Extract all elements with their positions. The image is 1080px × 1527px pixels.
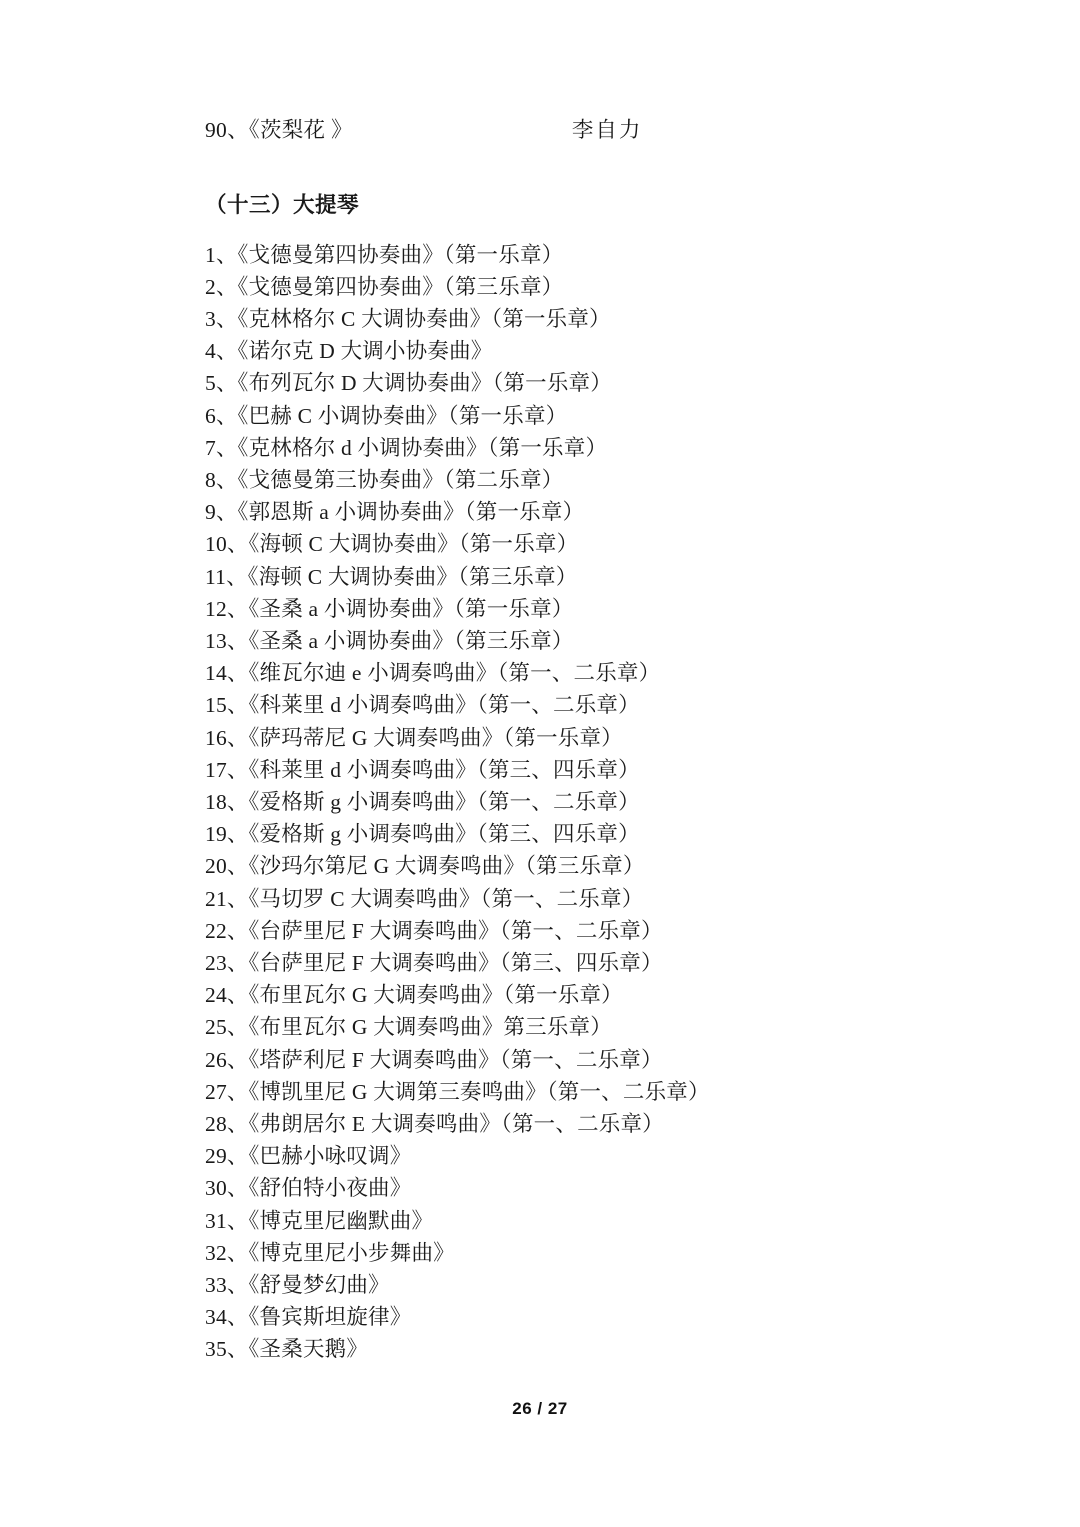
- list-item: 20、《沙玛尔第尼 G 大调奏鸣曲》（第三乐章）: [205, 854, 645, 879]
- list-item: 17、《科莱里 d 小调奏鸣曲》（第三、四乐章）: [205, 757, 640, 782]
- list-item: 13、《圣桑 a 小调协奏曲》（第三乐章）: [205, 628, 574, 653]
- top-entry-row: [205, 120, 950, 142]
- list-item: 26、《塔萨利尼 F 大调奏鸣曲》（第一、二乐章）: [205, 1047, 663, 1072]
- list-item: 3、《克林格尔 C 大调协奏曲》（第一乐章）: [205, 306, 611, 331]
- list-item: 31、《博克里尼幽默曲》: [205, 1208, 434, 1233]
- list-item: 12、《圣桑 a 小调协奏曲》（第一乐章）: [205, 596, 574, 621]
- page-footer: 26 / 27: [512, 1399, 568, 1418]
- list-item: 24、《布里瓦尔 G 大调奏鸣曲》（第一乐章）: [205, 983, 623, 1008]
- list-item: 10、《海顿 C 大调协奏曲》（第一乐章）: [205, 532, 579, 557]
- list-item: 8、《戈德曼第三协奏曲》（第二乐章）: [205, 467, 564, 492]
- list-item: 16、《萨玛蒂尼 G 大调奏鸣曲》（第一乐章）: [205, 725, 623, 750]
- list-item: 4、《诺尔克 D 大调小协奏曲》: [205, 339, 493, 364]
- list-item: 28、《弗朗居尔 E 大调奏鸣曲》（第一、二乐章）: [205, 1111, 664, 1136]
- list-item: 29、《巴赫小咏叹调》: [205, 1144, 412, 1169]
- top-entry-author: 李自力: [571, 118, 643, 142]
- list-item: 11、《海顿 C 大调协奏曲》（第三乐章）: [205, 564, 578, 589]
- list-item: 23、《台萨里尼 F 大调奏鸣曲》（第三、四乐章）: [205, 950, 663, 975]
- list-item: 7、《克林格尔 d 小调协奏曲》（第一乐章）: [205, 435, 608, 460]
- list-item: 2、《戈德曼第四协奏曲》（第三乐章）: [205, 274, 564, 299]
- list-item: 15、《科莱里 d 小调奏鸣曲》（第一、二乐章）: [205, 693, 640, 718]
- list-item: 6、《巴赫 C 小调协奏曲》（第一乐章）: [205, 403, 568, 428]
- list-item: 25、《布里瓦尔 G 大调奏鸣曲》第三乐章）: [205, 1015, 612, 1040]
- top-entry-title: 90、《茨梨花 》: [205, 118, 353, 142]
- list-item: 9、《郭恩斯 a 小调协奏曲》（第一乐章）: [205, 500, 585, 525]
- list-item: 22、《台萨里尼 F 大调奏鸣曲》（第一、二乐章）: [205, 918, 663, 943]
- list-item: 27、《博凯里尼 G 大调第三奏鸣曲》（第一、二乐章）: [205, 1079, 710, 1104]
- list-item: 18、《爱格斯 g 小调奏鸣曲》（第一、二乐章）: [205, 789, 640, 814]
- list-item: 35、《圣桑天鹅》: [205, 1337, 369, 1362]
- list-item: 5、《布列瓦尔 D 大调协奏曲》（第一乐章）: [205, 371, 612, 396]
- list-item: 34、《鲁宾斯坦旋律》: [205, 1305, 412, 1330]
- list-item: 33、《舒曼梦幻曲》: [205, 1273, 390, 1297]
- list-item: 21、《马切罗 C 大调奏鸣曲》（第一、二乐章）: [205, 886, 644, 911]
- list-item: 32、《博克里尼小步舞曲》: [205, 1240, 455, 1265]
- entry-list: [205, 239, 950, 1366]
- list-item: 1、《戈德曼第四协奏曲》（第一乐章）: [205, 242, 564, 267]
- section-heading: （十三）大提琴: [205, 192, 360, 217]
- list-item: 19、《爱格斯 g 小调奏鸣曲》（第三、四乐章）: [205, 822, 640, 847]
- list-item: 14、《维瓦尔迪 e 小调奏鸣曲》（第一、二乐章）: [205, 661, 661, 686]
- list-item: 30、《舒伯特小夜曲》: [205, 1176, 412, 1201]
